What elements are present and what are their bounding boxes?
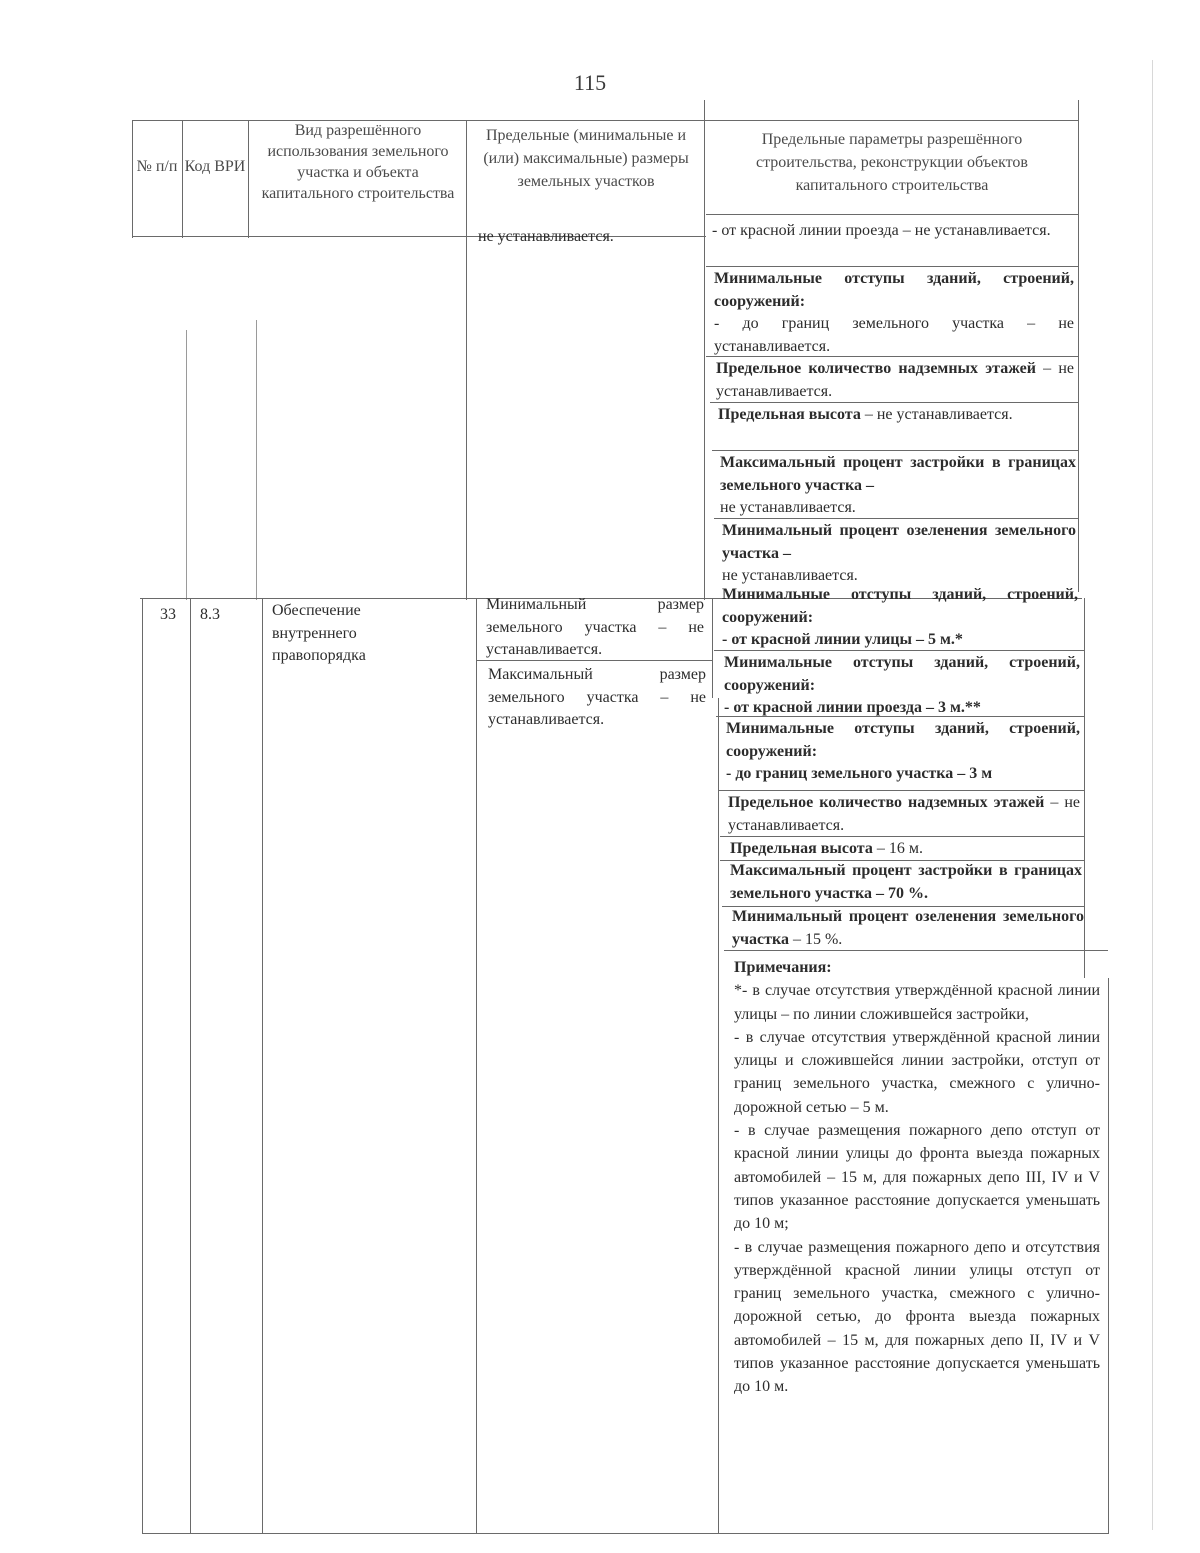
- param-text: – 70 %.: [872, 884, 929, 902]
- col-divider: [256, 320, 257, 600]
- param-item: [730, 838, 1082, 861]
- plot-max-size: Максимальный размер земельного участка – не устанавливается.: [488, 666, 706, 728]
- param-item: [722, 584, 1078, 652]
- param-item: [726, 718, 1080, 786]
- param-title: Максимальный процент застройки в границах земельного участка –: [720, 454, 1076, 494]
- param-item: [716, 358, 1074, 403]
- param-title: Минимальный процент озеленения земельного участка –: [722, 522, 1076, 562]
- param-separator: [712, 450, 1078, 451]
- note-item: *- в случае отсутствия утверждённой красной линии улицы – по линии сложившейся застройки,: [734, 982, 1100, 1023]
- param-title: Минимальные отступы зданий, строений, сооружений:: [714, 270, 1074, 310]
- param-title: Максимальный процент застройки в границах земельного участка: [730, 862, 1082, 902]
- param-text: – 16 м.: [872, 840, 923, 857]
- param-text: – не устанавливается.: [716, 360, 1074, 400]
- param-separator: [718, 790, 1084, 791]
- table-right-border: [1084, 598, 1085, 978]
- table-left-border: [142, 598, 143, 1534]
- header-code: Код ВРИ: [184, 158, 246, 175]
- param-item: [714, 268, 1074, 358]
- col-divider-params: [704, 100, 705, 600]
- notes-title: Примечания:: [734, 959, 832, 976]
- row-number: 33: [160, 606, 176, 623]
- param-item: [722, 520, 1076, 588]
- header-plot-sizes: Предельные (минимальные и (или) максимальные) размеры земельных участков: [483, 127, 689, 190]
- notes-block: [734, 956, 1100, 1399]
- param-title: Предельная высота: [718, 406, 861, 423]
- param-item: [724, 652, 1080, 720]
- header-num: № п/п: [136, 158, 178, 175]
- param-title: Предельная высота: [730, 840, 873, 857]
- table-right-border: [1078, 100, 1079, 592]
- header-col-divider: [248, 120, 249, 238]
- param-text: - от красной линии улицы – 5 м.*: [722, 631, 963, 648]
- header-left-border: [132, 120, 133, 238]
- param-title: Минимальные отступы зданий, строений, сооружений:: [726, 720, 1080, 760]
- plot-min-size: Минимальный размер земельного участка – не устанавливается.: [486, 596, 704, 658]
- param-title: Минимальный процент озеленения земельного участка: [732, 908, 1084, 948]
- col-divider: [262, 598, 263, 1534]
- param-text: не устанавливается.: [720, 499, 856, 516]
- param-text: – не устанавливается.: [860, 406, 1013, 423]
- param-text: - от красной линии проезда – 3 м.**: [724, 699, 981, 716]
- continued-plot-size: не устанавливается.: [478, 228, 614, 245]
- table-right-border: [1108, 978, 1109, 1534]
- note-item: - в случае размещения пожарного депо и отсутствия утверждённой красной линии улицы отступ от границ земельного участка, смежного с улично-дорожной сетью, до фронта выезда пожарных автомобилей – 15 м, для пожарных депо II, IV и V типов указанное расстояние допускается уменьшать до 10 м.: [734, 1238, 1100, 1396]
- table-bottom-border: [142, 1533, 1108, 1534]
- note-item: - в случае отсутствия утверждённой красной линии улицы и сложившейся линии застройки, отступ от границ земельного участка, смежного с улично-дорожной сетью – 5 м.: [734, 1028, 1100, 1116]
- param-item: [730, 860, 1082, 905]
- col-divider: [186, 330, 187, 600]
- param-separator: [706, 266, 1078, 267]
- header-bottom-border-right: [706, 214, 1078, 215]
- param-title: Предельное количество надземных этажей: [716, 360, 1036, 377]
- param-text: не устанавливается.: [722, 567, 858, 584]
- param-title: Минимальные отступы зданий, строений, сооружений:: [724, 654, 1080, 694]
- header-col-divider: [182, 120, 183, 238]
- param-text: – 15 %.: [788, 930, 843, 948]
- row-code: 8.3: [200, 606, 220, 623]
- param-item: [720, 452, 1076, 520]
- col-divider-plot: [476, 598, 477, 1534]
- param-title: Минимальные отступы зданий, строений, сооружений:: [722, 586, 1078, 626]
- param-item: [718, 404, 1074, 427]
- page-number: 115: [573, 70, 607, 95]
- header-params: Предельные параметры разрешённого строительства, реконструкции объектов капитального строительства: [756, 131, 1028, 194]
- param-item: [712, 220, 1072, 243]
- param-item: [732, 906, 1084, 951]
- col-divider-plot: [466, 120, 467, 600]
- param-text: – не устанавливается.: [728, 794, 1080, 834]
- scan-edge-shadow: [1152, 60, 1153, 1530]
- col-divider-params: [712, 598, 713, 698]
- param-text: - от красной линии проезда – не устанавливается.: [712, 222, 1051, 239]
- param-text: - до границ земельного участка – не устанавливается.: [714, 315, 1074, 355]
- param-title: Предельное количество надземных этажей: [728, 794, 1045, 811]
- param-item: [728, 792, 1080, 837]
- row-use-type: Обеспечение внутреннего правопорядка: [272, 602, 366, 664]
- note-item: - в случае размещения пожарного депо отступ от красной линии улицы до фронта выезда пожарных автомобилей – 15 м, для пожарных депо III, IV и V типов указанное расстояние допускается уменьшать до 10 м;: [734, 1122, 1100, 1233]
- param-text: - до границ земельного участка – 3 м: [726, 765, 993, 782]
- col-divider: [190, 598, 191, 1534]
- col-divider-params: [718, 698, 719, 1534]
- header-use-type: Вид разрешённого использования земельного участка и объекта капитального строительства: [261, 122, 455, 202]
